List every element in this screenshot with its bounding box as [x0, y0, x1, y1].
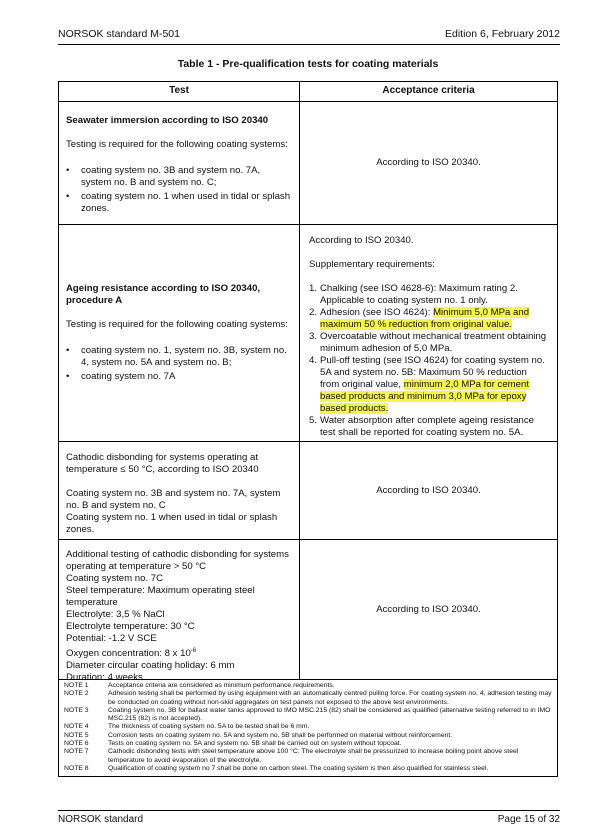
table-row [59, 539, 557, 684]
criteria-cell [300, 540, 557, 679]
note-item: NOTE 3 Coating system no. 3B for ballast water tanks approved to IMO MSC.215 (82) shall be considered as qualified (alternative testing referred to in IMO MSC.215 (82) is not accepted). [64, 706, 551, 723]
list-item: 3. Overcoatable without mechanical treatment obtaining minimum adhesion of 5,0 MPa. [309, 331, 547, 354]
highlighted-text: Minimum 5,0 MPa and maximum 50 % reduction from original value. [320, 307, 530, 330]
test-line: Coating system no. 3B and system no. 7A, system no. B and system no. C [66, 488, 281, 511]
list-item: • coating system no. 1, system no. 3B, system no. 4, system no. 5A and system no. B; [66, 345, 292, 369]
test-title: Ageing resistance according to ISO 20340, procedure A [66, 283, 261, 306]
test-line: Electrolyte: 3,5 % NaCl [66, 609, 165, 620]
test-cell [59, 102, 300, 224]
column-header-test: Test [59, 82, 300, 101]
list-item: 1. Chalking (see ISO 4628-6): Maximum rating 2. Applicable to coating system no. 1 only. [309, 283, 518, 306]
test-cell [59, 540, 300, 684]
requirements-list [309, 283, 548, 439]
test-title: Cathodic disbonding for systems operating at temperature ≤ 50 °C, according to ISO 20340 [66, 452, 259, 475]
criteria-text: According to ISO 20340. [376, 603, 481, 615]
highlighted-text: minimum 2,0 MPa for cement based products and minimum 3,0 MPa for epoxy based products. [320, 379, 530, 414]
test-title: Additional testing of cathodic disbonding for systems operating at temperature > 50 °C [66, 549, 289, 572]
criteria-intro: According to ISO 20340. [309, 235, 414, 246]
test-line: Coating system no. 7C [66, 573, 164, 584]
test-line: Coating system no. 1 when used in tidal or splash zones. [66, 512, 278, 535]
prequalification-table [58, 81, 558, 777]
test-line: Potential: -1.2 V SCE [66, 633, 157, 644]
test-line: Diameter circular coating holiday: 6 mm [66, 660, 235, 672]
header-rule [58, 44, 560, 45]
table-row [59, 224, 557, 441]
list-item: • coating system no. 3B and system no. 7A, system no. B and system no. C; [66, 165, 292, 189]
criteria-cell [300, 225, 557, 441]
note-item: NOTE 4 The thickness of coating system no. 5A to be tested shall be 6 mm. [64, 723, 310, 731]
criteria-cell [300, 102, 557, 224]
test-line: Electrolyte temperature: 30 °C [66, 621, 195, 632]
table-title: Table 1 - Pre-qualification tests for coating materials [177, 58, 439, 70]
criteria-text: According to ISO 20340. [376, 157, 481, 168]
test-line: Steel temperature: Maximum operating steel temperature [66, 585, 255, 608]
table-notes [59, 679, 557, 776]
note-item: NOTE 1 Acceptance criteria are considered as minimum performance requirements. [64, 682, 335, 689]
note-item: NOTE 7 Cathodic disbonding tests with steel temperature above 100 °C: The electrolyte shall be pressurized to increase boiling point above steel temperature to avoid evaporation of the electrolyte. [64, 748, 519, 764]
note-item: NOTE 5 Corrosion tests on coating system no. 5A and system no. 5B shall be performed on material without reinforcement. [64, 731, 453, 739]
test-cell [59, 442, 300, 539]
criteria-cell [300, 442, 557, 539]
list-item: • coating system no. 7A [66, 371, 292, 383]
test-intro: Testing is required for the following coating systems: [66, 319, 288, 330]
system-list [66, 165, 292, 215]
note-item: NOTE 6 Tests on coating system no. 5A and system no. 5B shall be carried out on system without topcoat. [64, 740, 402, 748]
footer-rule [58, 810, 560, 811]
note-item: NOTE 2 Adhesion testing shall be performed by using equipment with an automatically centred pulling force. For coating system no. 4, adhesion testing may be conducted on coating without non-skid aggregates on test panels not exposed to the above test environments. [64, 690, 552, 706]
criteria-text: According to ISO 20340. [376, 484, 481, 496]
list-item: 2. Adhesion (see ISO 4624): Minimum 5,0 MPa and maximum 50 % reduction from original value. [309, 307, 530, 330]
list-item: • coating system no. 1 when used in tidal or splash zones. [66, 191, 292, 215]
test-intro: Testing is required for the following coating systems: [66, 139, 288, 150]
list-item: 4. Pull-off testing (see ISO 4624) for coating system no. 5A and system no. 5B: Maximum 50 % reduction from original value, minimum 2,0 MPa for cement based products and minimum 3,0 MPa for epoxy based products. [309, 355, 545, 414]
column-header-criteria: Acceptance criteria [382, 85, 475, 96]
page-number: Page 15 of 32 [497, 814, 560, 825]
table-header-row [59, 82, 557, 101]
header-standard-name: NORSOK standard M-501 [58, 28, 180, 40]
test-cell [59, 225, 300, 441]
test-title: Seawater immersion according to ISO 20340 [66, 115, 269, 126]
criteria-supplementary: Supplementary requirements: [309, 259, 435, 270]
system-list [66, 343, 292, 383]
footer-standard: NORSOK standard [58, 814, 144, 825]
test-line: Oxygen concentration: 8 x $10^{-6}$ [66, 648, 197, 660]
test-line: Duration: 4 weeks [66, 672, 143, 684]
note-item: NOTE 8 Qualification of coating system no 7 shall be done on carbon steel. The coating system is then also qualified for stainless steel. [64, 764, 489, 772]
table-row [59, 441, 557, 539]
table-row [59, 101, 557, 224]
header-edition: Edition 6, February 2012 [445, 28, 560, 40]
list-item: 5. Water absorption after complete ageing resistance test shall be reported for coating system no. 5A. [309, 415, 535, 438]
